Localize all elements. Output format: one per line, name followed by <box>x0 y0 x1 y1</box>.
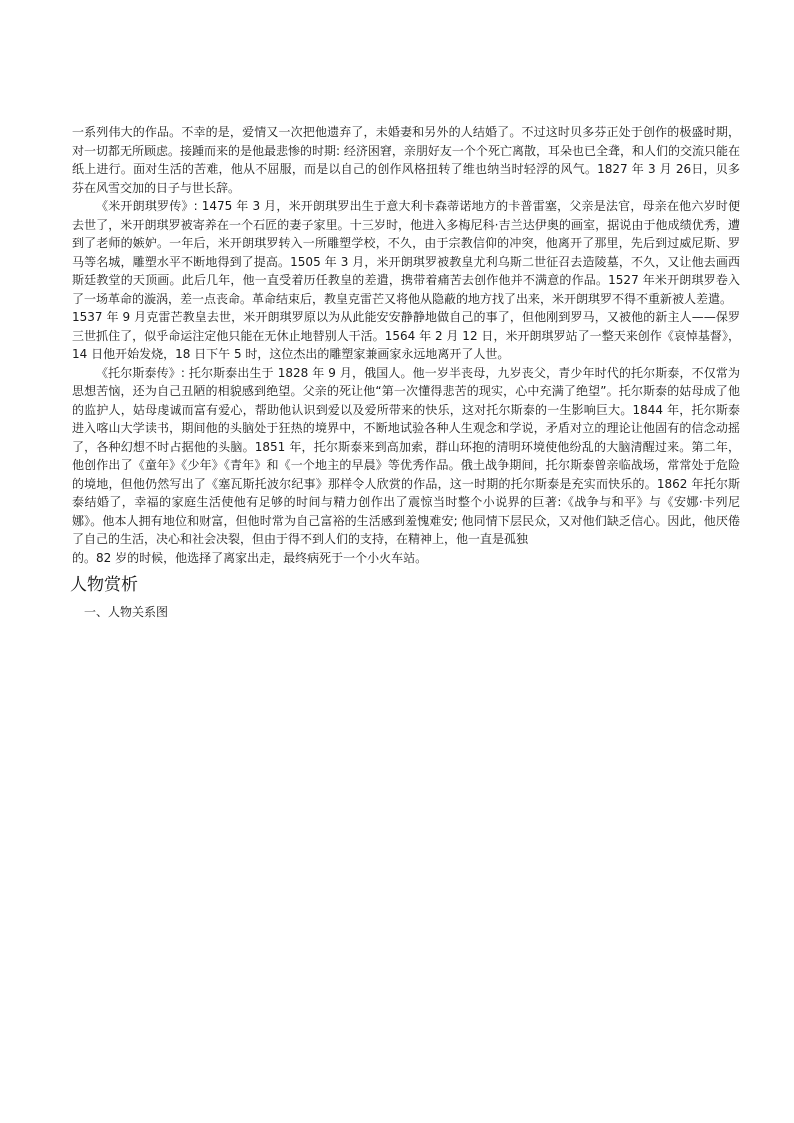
paragraph-michelangelo-cont: 1537 年 9 月克雷芒教皇去世，米开朗琪罗原以为从此能安安静静地做自己的事了，但他刚到罗马，又被他的新主人——保罗三世抓住了，似乎命运注定他只能在无休止地替别人干活。1564 年 2 月 12 日，米开朗琪罗站了一整天来创作《哀悼基督》，14 日他开始发烧，18 日下午 5 时，这位杰出的雕塑家兼画家永远地离开了人世。 <box>72 310 740 361</box>
paragraph-michelangelo: 《米开朗琪罗传》: 1475 年 3 月，米开朗琪罗出生于意大利卡森蒂诺地方的卡普雷塞，父亲是法官，母亲在他六岁时便去世了，米开朗琪罗被寄养在一个石匠的妻子家里。十三岁时，他进入多梅尼科·吉兰达伊奥的画室，据说由于他成绩优秀，遭到了老师的嫉妒。一年后，米开朗琪罗转入一所雕塑学校，不久，由于宗教信仰的冲突，他离开了那里，先后到过威尼斯、罗马等名城，雕塑水平不断地得到了提高。1505 年 3 月，米开朗琪罗被教皇尤利乌斯二世征召去造陵墓，不久，又让他去画西斯廷教堂的天顶画。此后几年，他一直受着历任教皇的差遣，携带着痛苦去创作他并不满意的作品。1527 年米开朗琪罗卷入了一场革命的漩涡，差一点丧命。革命结束后，教皇克雷芒又将他从隐蔽的地方找了出来，米开朗琪罗不得不重新被人差遣。 <box>72 199 740 306</box>
document-page <box>72 123 740 622</box>
section-heading: 人物赏析 <box>70 575 138 595</box>
subsection-heading: 一、人物关系图 <box>84 605 169 619</box>
paragraph-tolstoy: 《托尔斯泰传》: 托尔斯泰出生于 1828 年 9 月，俄国人。他一岁半丧母，九岁丧父，青少年时代的托尔斯泰，不仅常为思想苦恼，还为自己丑陋的相貌感到绝望。父亲的死让他“第一次懂得悲苦的现实，心中充满了绝望”。托尔斯泰的姑母成了他的监护人，姑母虔诚而富有爱心，帮助他认识到爱以及爱所带来的快乐，这对托尔斯泰的一生影响巨大。1844 年，托尔斯泰进入喀山大学读书，期间他的头脑处于狂热的境界中，不断地试验各种人生观念和学说，矛盾对立的理论让他固有的信念动摇了，各种幻想不时占据他的头脑。1851 年，托尔斯泰来到高加索，群山环抱的清明环境使他纷乱的大脑清醒过来。第二年，他创作出了《童年》《少年》《青年》和《一个地主的早晨》等优秀作品。俄土战争期间，托尔斯泰曾亲临战场，常常处于危险的境地，但他仍然写出了《塞瓦斯托波尔纪事》那样令人欣赏的作品，这一时期的托尔斯泰是充实而快乐的。1862 年托尔斯泰结婚了，幸福的家庭生活使他有足够的时间与精力创作出了震惊当时整个小说界的巨著:《战争与和平》与《安娜·卡列尼娜》。他本人拥有地位和财富，但他时常为自己富裕的生活感到羞愧难安; 他同情下层民众，又对他们缺乏信心。因此，他厌倦了自己的生活，决心和社会决裂，但由于得不到人们的支持，在精神上，他一直是孤独 <box>72 365 740 546</box>
paragraph-tolstoy-end: 的。82 岁的时候，他选择了离家出走，最终病死于一个小火车站。 <box>72 550 428 565</box>
paragraph-beethoven-end: 一系列伟大的作品。不幸的是，爱情又一次把他遗弃了，未婚妻和另外的人结婚了。不过这时贝多芬正处于创作的极盛时期，对一切都无所顾虑。接踵而来的是他最悲惨的时期: 经济困窘，亲朋好友一个个死亡离散，耳朵也已全聋，和人们的交流只能在纸上进行。面对生活的苦难，他从不屈服，而是以自己的创作风格扭转了维也纳当时轻浮的风气。1827 年 3 月 26日，贝多芬在风雪交加的日子与世长辞。 <box>72 125 740 195</box>
